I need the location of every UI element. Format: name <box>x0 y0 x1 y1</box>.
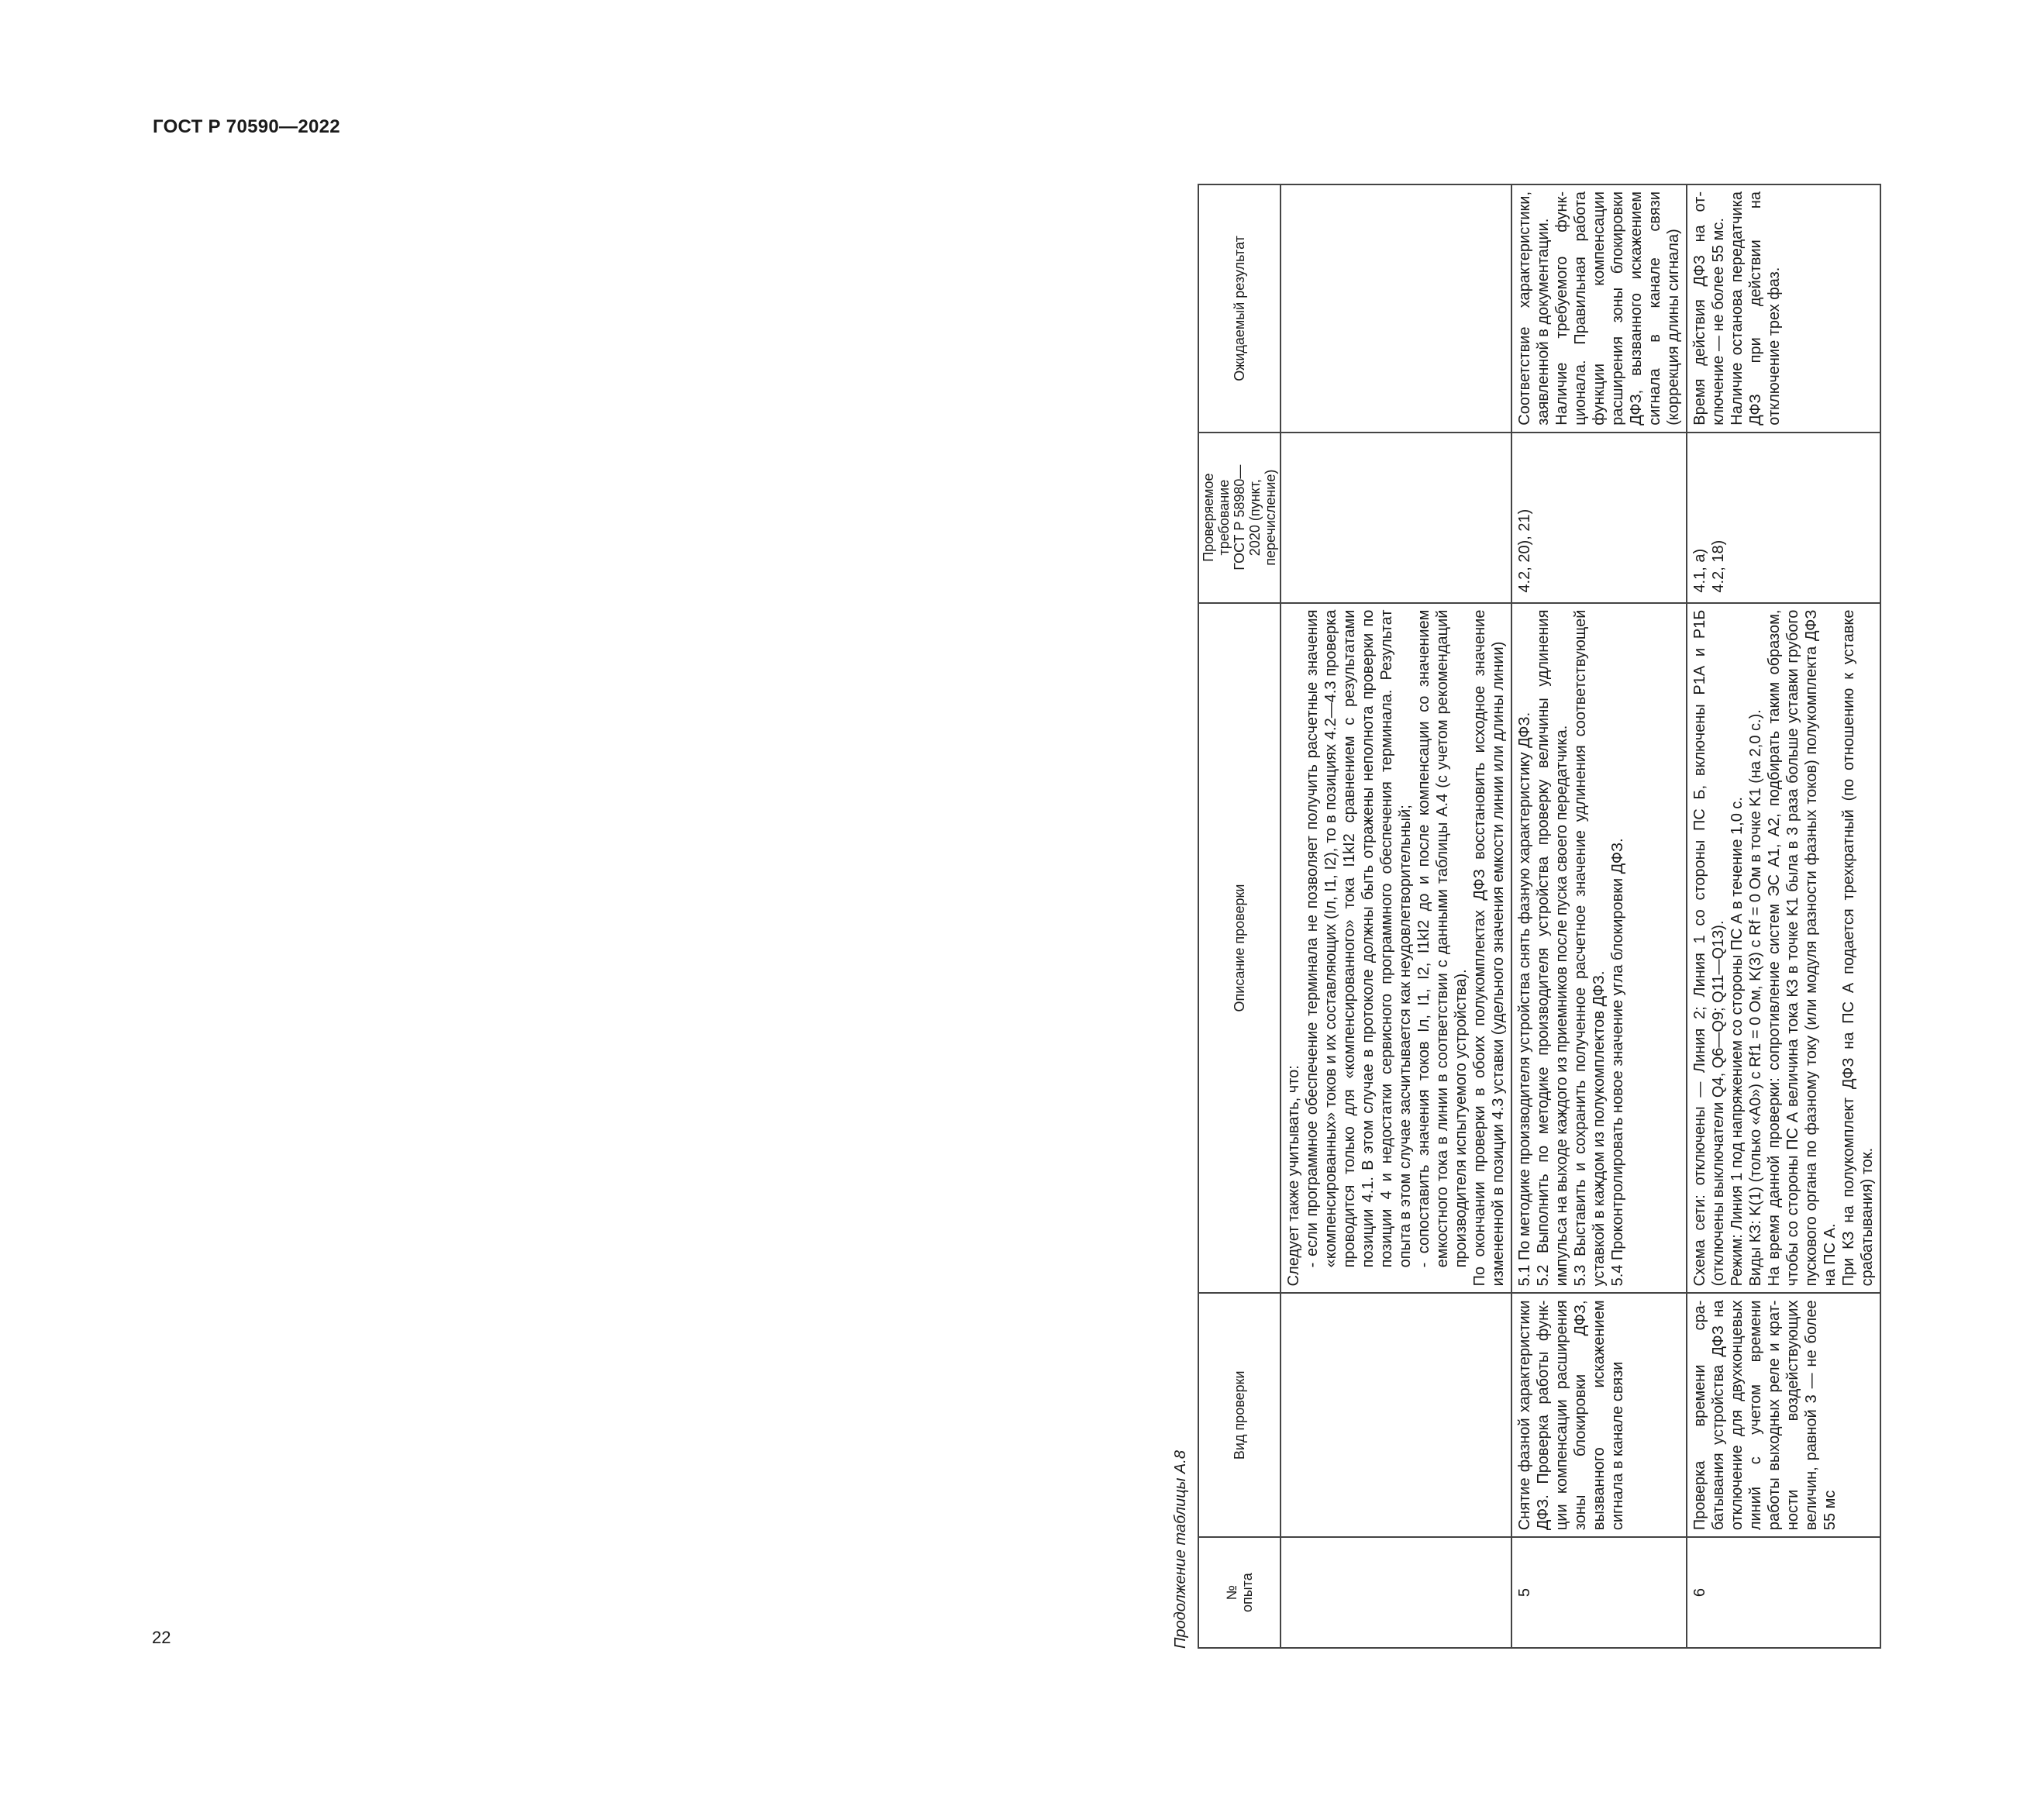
rotated-table-area <box>1172 184 2044 1649</box>
expected-paragraph: Время действия ДФЗ на отключение — не более 55 мс. <box>1691 191 1727 426</box>
expected-paragraph: Соответствие характеристики, заявленной в документации. <box>1516 191 1552 426</box>
cell-type: Снятие фазной характеристики ДФЗ. Проверка работы функции компенсации расширения зоны блокировки ДФЗ, вызванного искажением сигнала в канале связи <box>1511 1293 1687 1537</box>
col-header-expected <box>1198 184 1281 433</box>
description-paragraph: На время данной проверки: сопротивление систем ЭС А1, А2, подбирать таким образом, чтобы со стороны ПС А величина тока КЗ в точке K1 была в 3 раза больше уставки грубого пускового органа по фазному току (или модуля разности фазных токов) полукомплекта ДФЗ на ПС А. <box>1766 609 1839 1287</box>
description-paragraph: При КЗ на полукомплект ДФЗ на ПС А подается трехкратный (по отношению к уставке срабатывания) ток. <box>1840 609 1876 1287</box>
description-paragraph: - сопоставить значения токов Iл, I1, I2, I1kI2 до и после компенсации со значением емкостного тока в линии в соответствии с данными таблицы А.4 (с учетом рекомендаций производителя испытуемого устройства). <box>1415 609 1470 1268</box>
header-line: Проверяемое <box>1201 473 1216 562</box>
table-caption: Продолжение таблицы А.8 <box>1172 1450 1189 1649</box>
table-row <box>1687 184 1880 1648</box>
header-line: 2020 (пункт, <box>1247 479 1263 557</box>
cell-num <box>1281 1537 1511 1648</box>
document-header: ГОСТ Р 70590—2022 <box>153 116 340 137</box>
header-line: опыта <box>1239 1573 1255 1612</box>
expected-paragraph: Наличие останова передатчика ДФЗ при действии на отключение трех фаз. <box>1729 191 1783 426</box>
cell-expected <box>1281 184 1511 433</box>
cell-description <box>1281 603 1511 1294</box>
cell-requirement <box>1687 433 1880 603</box>
header-line: № <box>1224 1584 1239 1601</box>
cell-description <box>1687 603 1880 1294</box>
description-paragraph: Виды КЗ: K(1) (только «А0») с Rf1 = 0 Ом, K(3) с Rf = 0 Ом в точке K1 (на 2,0 с.). <box>1747 709 1764 1287</box>
cell-description <box>1511 603 1687 1294</box>
description-paragraph: Следует также учитывать, что: <box>1285 1065 1302 1287</box>
description-paragraph: По окончании проверки в обоих полукомплектах ДФЗ восстановить исходное значение измененной в позиции 4.3 уставки (удельного значения емкости линии или длины линии) <box>1471 609 1507 1287</box>
table-row <box>1511 184 1687 1648</box>
description-paragraph: 5.1 По методике производителя устройства снять фазную характеристику ДФЗ. <box>1516 712 1533 1287</box>
cell-expected <box>1687 184 1880 433</box>
description-paragraph: Режим: Линия 1 под напряжением со стороны ПС А в течение 1,0 с. <box>1729 797 1746 1287</box>
col-header-type <box>1198 1293 1281 1537</box>
expected-paragraph: Наличие требуемого функционала. Правильная работа функции компенсации расширения зоны блокировки ДФЗ, вызванного искажением сигнала в канале связи (коррекция длины сигнала) <box>1553 191 1682 426</box>
cell-num: 5 <box>1511 1537 1687 1648</box>
table-header-row <box>1198 184 1281 1648</box>
header-line: ГОСТ Р 58980— <box>1232 464 1247 570</box>
col-header-requirement <box>1198 433 1281 603</box>
cell-type <box>1281 1293 1511 1537</box>
cell-expected <box>1511 184 1687 433</box>
header-line: перечисление) <box>1263 469 1278 566</box>
header-line: Описание проверки <box>1232 884 1247 1012</box>
cell-requirement <box>1511 433 1687 603</box>
col-header-num <box>1198 1537 1281 1648</box>
requirement-line: 4.2, 20), 21) <box>1516 508 1533 593</box>
test-table <box>1198 184 1881 1649</box>
requirement-line: 4.2, 18) <box>1710 539 1727 593</box>
description-paragraph: Схема сети: отключены — Линия 2; Линия 1 со стороны ПС Б, включены Р1А и Р1Б (отключены выключатели Q4, Q6—Q9; Q11—Q13). <box>1691 609 1727 1287</box>
description-paragraph: 5.3 Выставить и сохранить полученное расчетное значение удлинения соответствующей уставкой в каждом из полукомплектов ДФЗ. <box>1572 609 1608 1287</box>
header-line: Ожидаемый результат <box>1232 236 1247 381</box>
header-line: Вид проверки <box>1232 1370 1247 1460</box>
cell-num: 6 <box>1687 1537 1880 1648</box>
description-paragraph: 5.4 Проконтролировать новое значение угла блокировки ДФЗ. <box>1609 838 1626 1287</box>
page-number: 22 <box>152 1628 171 1647</box>
requirement-line: 4.1, а) <box>1691 548 1708 593</box>
table-row <box>1281 184 1511 1648</box>
description-paragraph: 5.2 Выполнить по методике производителя устройства проверку величины удлинения импульса на выходе каждого из приемников после пуска своего передатчика. <box>1535 609 1570 1287</box>
description-paragraph: - если программное обеспечение терминала не позволяет получить расчетные значения «компенсированных» токов и их составляющих (Iл, I1, I2), то в позициях 4.2—4.3 проверка проводится только для «компенсированного» тока I1kI2 сравнением с результатами позиции 4.1. В этом случае в протоколе должны быть отражены неполнота проверки по позиции 4 и недостатки сервисного программного обеспечения терминала. Результат опыта в этом случае засчитывается как неудовлетворительный; <box>1304 609 1414 1268</box>
header-line: требование <box>1216 479 1232 556</box>
cell-type: Проверка времени срабатывания устройства ДФЗ на отключение для двухконцевых линий с учетом времени работы выходных реле и кратности воздействующих величин, равной 3 — не более 55 мс <box>1687 1293 1880 1537</box>
col-header-description <box>1198 603 1281 1294</box>
cell-requirement <box>1281 433 1511 603</box>
